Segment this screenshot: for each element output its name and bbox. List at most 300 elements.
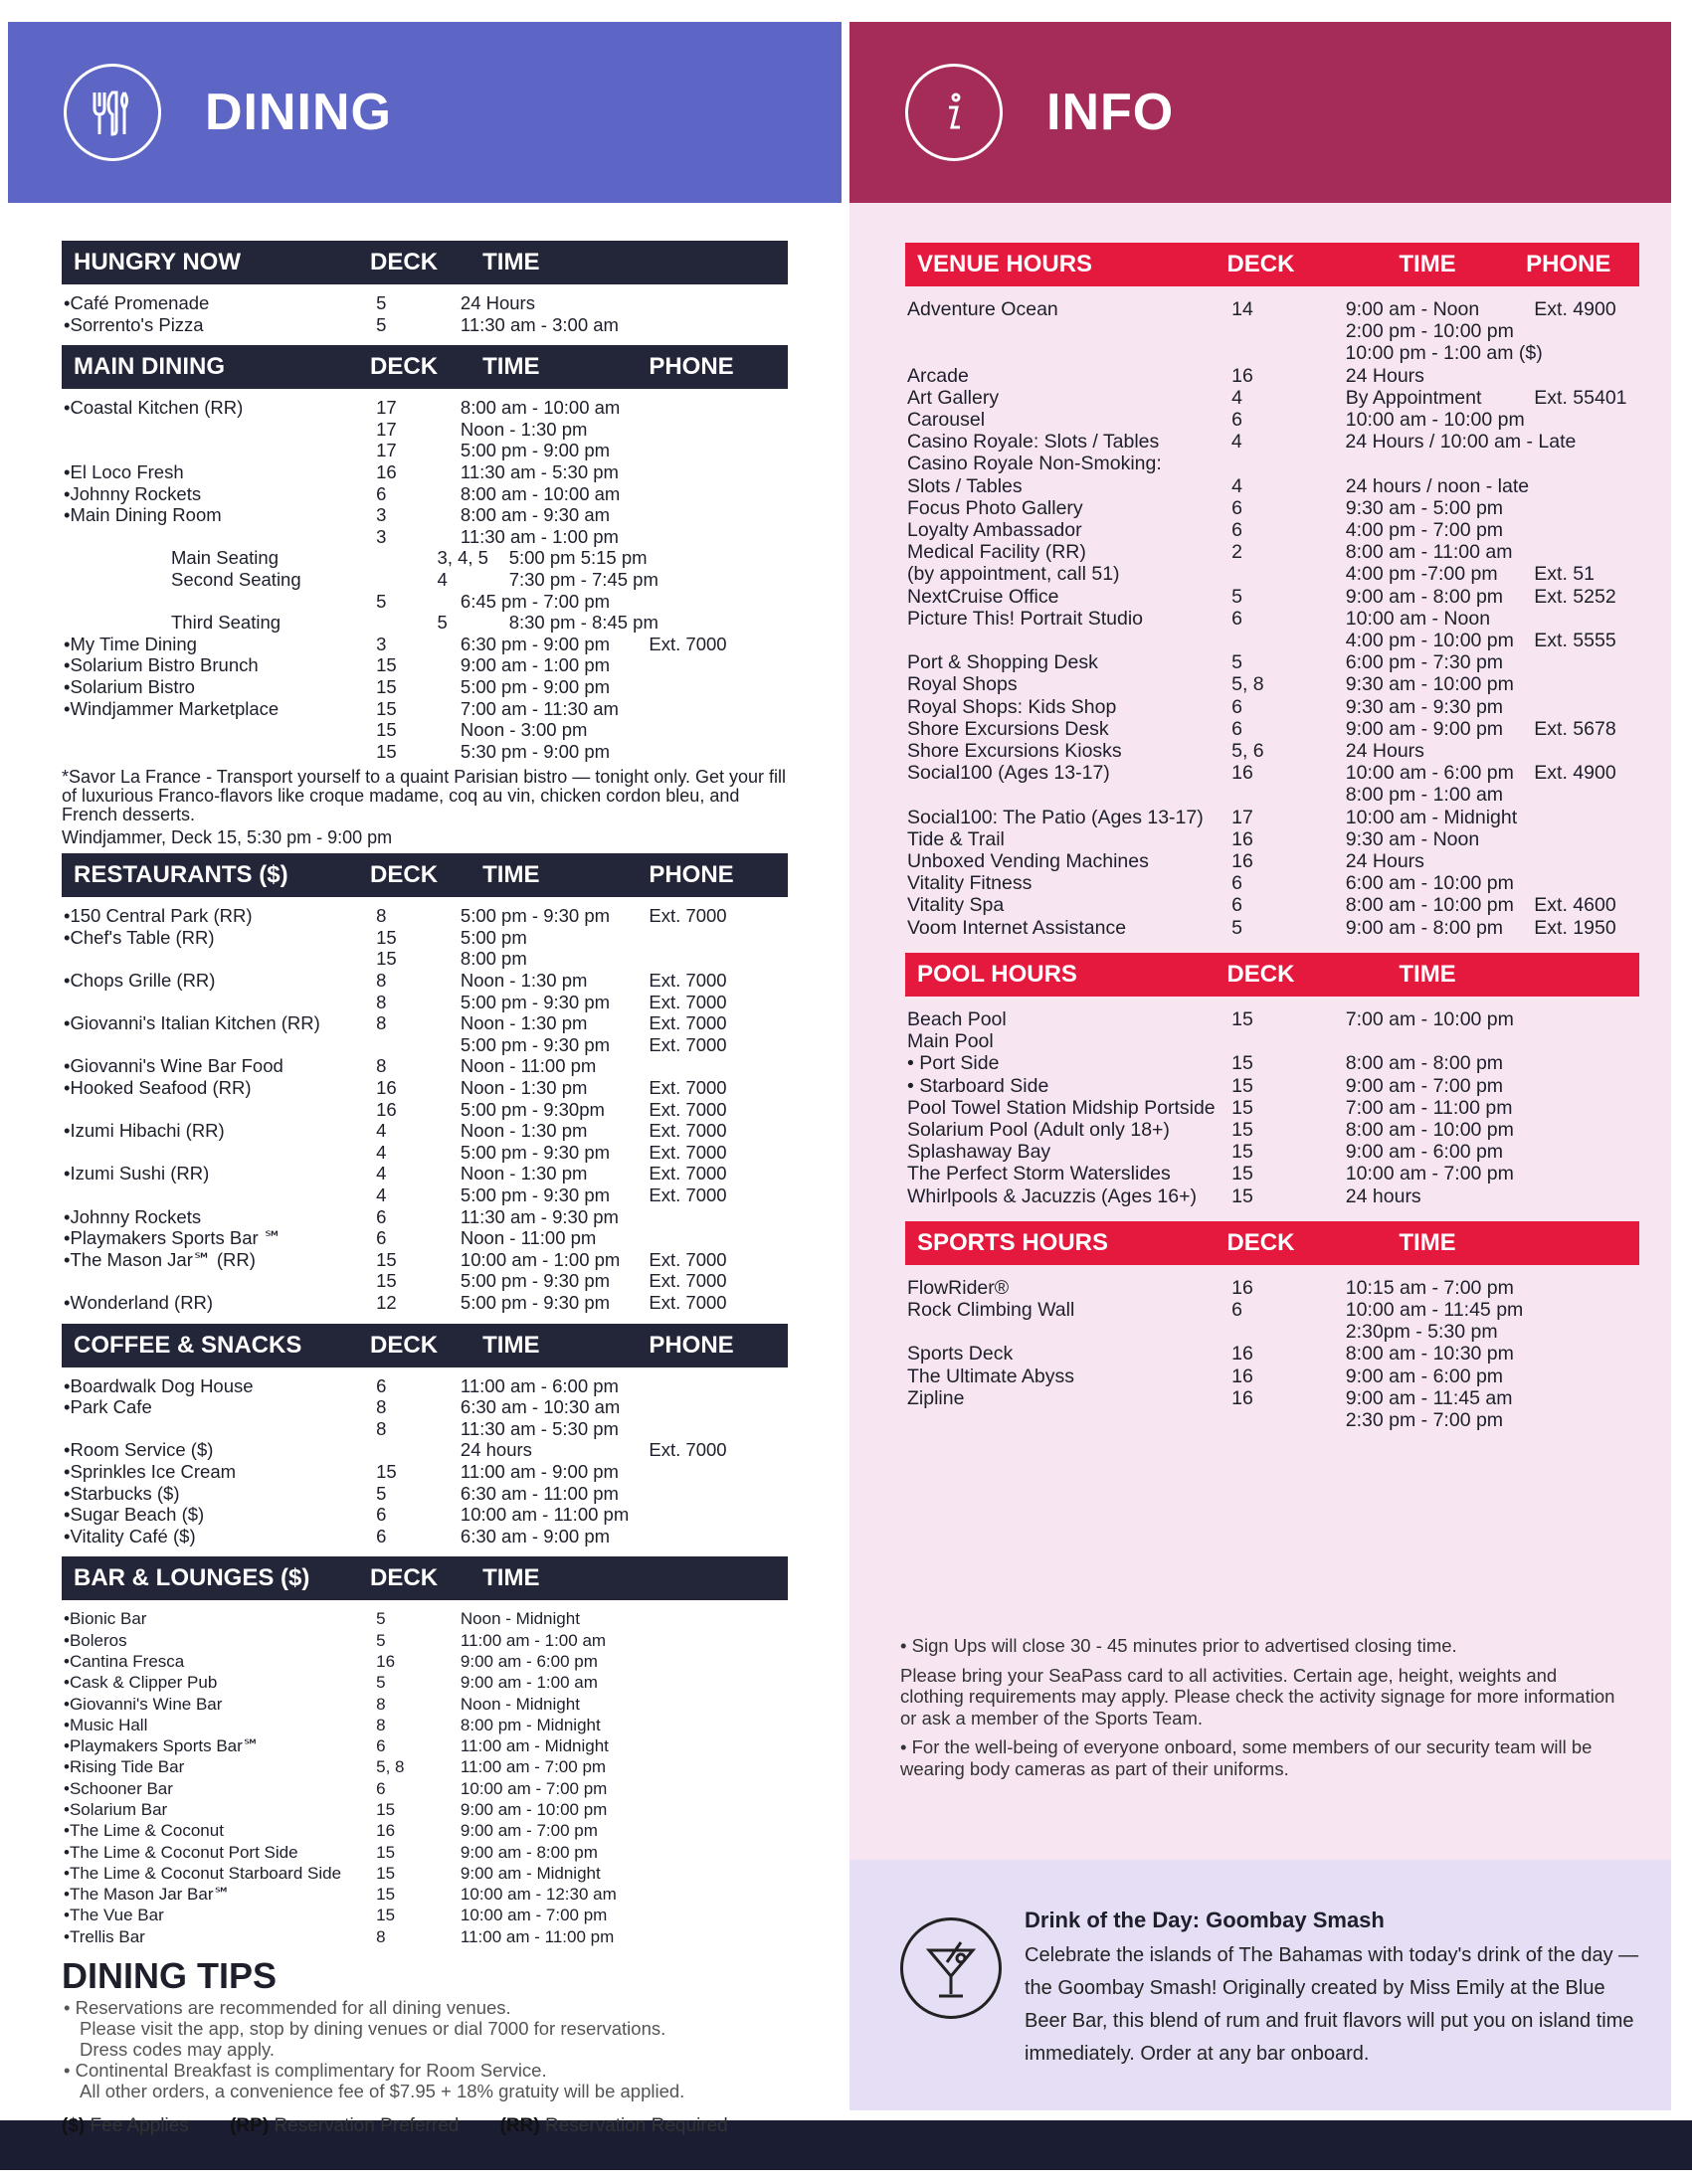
table-row	[62, 440, 788, 461]
phone-ext	[649, 1672, 788, 1693]
deck-number	[1231, 320, 1346, 342]
venue-name: Slots / Tables	[907, 474, 1023, 497]
phone-ext	[649, 1715, 788, 1735]
venue-name: •Main Dining Room	[64, 504, 222, 526]
hours: Noon - Midnight	[460, 1694, 580, 1714]
phone-ext: Ext. 4900	[1534, 762, 1616, 785]
table-row	[62, 1142, 788, 1164]
venue-name: Shore Excursions Kiosks	[907, 740, 1122, 763]
venue-name: •Vitality Café ($)	[64, 1525, 196, 1547]
venue-name: Whirlpools & Jacuzzis (Ages 16+)	[907, 1184, 1197, 1207]
table-row	[62, 1756, 788, 1777]
hours: 8:00 am - 10:30 pm	[1345, 1343, 1514, 1365]
hours: 24 Hours	[1345, 740, 1424, 763]
deck-number: 3, 4, 5	[437, 547, 488, 569]
deck-number: 14	[1231, 298, 1253, 320]
venue-name: •Johnny Rockets	[64, 1205, 202, 1227]
hours: 6:00 pm - 7:30 pm	[1345, 651, 1504, 674]
venue-name: Royal Shops: Kids Shop	[907, 695, 1117, 718]
phone-ext	[1534, 1387, 1639, 1409]
phone-ext	[669, 569, 788, 591]
phone-ext	[649, 741, 788, 763]
venue-name: Shore Excursions Desk	[907, 717, 1109, 740]
hours	[1346, 1030, 1534, 1052]
hours: 24 Hours	[460, 292, 535, 313]
deck-number: 15	[376, 740, 397, 762]
hours: 11:00 am - 1:00 am	[460, 1630, 607, 1650]
table-row	[62, 1504, 788, 1526]
venue-name: •Park Cafe	[64, 1396, 152, 1418]
hours: 9:00 am - 11:45 am	[1345, 1386, 1513, 1409]
venue-name: FlowRider®	[907, 1276, 1010, 1299]
hours: 5:30 pm - 9:00 pm	[460, 740, 611, 762]
phone-ext	[649, 1461, 788, 1483]
section-header	[905, 243, 1639, 286]
venue-name: •Solarium Bistro	[64, 675, 195, 697]
deck-number	[1231, 1030, 1346, 1052]
hours: 10:00 am - 11:00 pm	[460, 1504, 630, 1526]
hours: 7:00 am - 10:00 pm	[1345, 1007, 1514, 1030]
venue-name: •Solarium Bar	[64, 1799, 168, 1819]
phone-ext	[649, 1206, 788, 1228]
venue-name: Zipline	[907, 1386, 965, 1409]
table-row	[905, 1299, 1639, 1321]
hours: 8:00 am - 8:00 pm	[1345, 1052, 1504, 1075]
deck-number: 6	[1231, 607, 1242, 630]
table-row	[905, 586, 1639, 608]
table-row	[62, 1863, 788, 1884]
venue-name: •The Lime & Coconut	[64, 1821, 224, 1841]
hours: 2:00 pm - 10:00 pm	[1345, 320, 1514, 343]
venue-name: Second Seating	[171, 568, 301, 590]
table-row	[62, 526, 788, 548]
section-header	[62, 345, 788, 389]
deck-number: 8	[376, 991, 387, 1012]
table-row	[905, 320, 1639, 342]
hours: 9:30 am - 5:00 pm	[1345, 496, 1504, 519]
deck-number: 16	[376, 1077, 397, 1099]
deck-number: 3	[376, 504, 387, 526]
hours: 10:00 am - 6:00 pm	[1345, 762, 1514, 785]
venue-name	[62, 1034, 376, 1056]
hours: 8:30 pm - 8:45 pm	[508, 612, 658, 634]
deck-number: 15	[376, 1885, 396, 1905]
drink-description: Celebrate the islands of The Bahamas with today's drink of the day — the Goombay Smash! Originally created by Miss Emily at the Blue Beer Bar, this blend of rum and fruit flavors will put you on island time immediately. Order at any bar onboard.	[1025, 1944, 1639, 2065]
dining-tip: • Reservations are recommended for all dining venues.	[64, 1997, 511, 2019]
venue-name: Social100 (Ages 13-17)	[907, 762, 1110, 785]
deck-number	[376, 1439, 461, 1461]
venue-name	[62, 1418, 376, 1440]
hours: 10:00 am - 1:00 pm	[460, 1248, 621, 1270]
deck-header: DECK	[1226, 1228, 1295, 1256]
deck-number: 15	[376, 1799, 396, 1819]
table-row	[62, 1227, 788, 1249]
deck-number: 6	[376, 1778, 386, 1798]
table-row	[62, 1375, 788, 1397]
venue-name: •Chops Grille (RR)	[64, 970, 216, 992]
hours: 2:30pm - 5:30 pm	[1345, 1321, 1498, 1344]
deck-number: 12	[376, 1291, 397, 1313]
bars-section	[62, 1556, 788, 1951]
deck-number: 8	[376, 1055, 387, 1077]
deck-number: 4	[1230, 431, 1242, 454]
deck-number: 4	[376, 1184, 387, 1205]
deck-number: 16	[1231, 850, 1253, 873]
phone-ext: Ext. 7000	[649, 1012, 727, 1034]
deck-number	[1231, 1321, 1346, 1343]
phone-ext	[649, 1630, 788, 1651]
venue-name	[62, 992, 376, 1013]
phone-ext: Ext. 7000	[649, 1033, 727, 1055]
table-row	[905, 673, 1639, 695]
deck-number: 15	[376, 926, 397, 948]
phone-ext	[1534, 1185, 1639, 1207]
deck-number: 16	[376, 1098, 397, 1120]
deck-number: 16	[1231, 1276, 1253, 1299]
deck-number: 15	[1231, 1118, 1253, 1141]
venue-name: •Playmakers Sports Bar ℠	[64, 1227, 282, 1249]
venue-name: Beach Pool	[907, 1007, 1007, 1030]
venue-name: Vitality Spa	[907, 894, 1005, 917]
table-row	[62, 1099, 788, 1121]
phone-ext	[1534, 1030, 1639, 1052]
venue-name: Carousel	[907, 409, 986, 432]
table-row	[62, 992, 788, 1013]
venue-name: •Rising Tide Bar	[64, 1757, 185, 1777]
phone-ext	[1534, 673, 1639, 695]
venue-name	[62, 591, 376, 613]
hours: 5:00 pm - 9:30 pm	[460, 991, 611, 1012]
venue-name	[905, 342, 1231, 364]
phone-ext	[1534, 1097, 1639, 1119]
hours: 11:00 am - 6:00 pm	[460, 1374, 619, 1396]
venue-name: •El Loco Fresh	[64, 460, 184, 482]
hours: 5:00 pm 5:15 pm	[508, 547, 648, 569]
deck-number: 5	[376, 1609, 386, 1629]
hours: 9:00 am - Midnight	[460, 1863, 601, 1883]
deck-number: 6	[376, 1374, 387, 1396]
phone-ext: Ext. 7000	[649, 905, 727, 927]
phone-ext	[1534, 828, 1639, 850]
hours: 7:00 am - 11:00 pm	[1345, 1096, 1513, 1119]
table-row	[905, 1365, 1639, 1387]
savor-note: *Savor La France - Transport yourself to a quaint Parisian bistro — tonight only. Get your fill of luxurious Franco-flavors like croque madame, coq au vin, chicken cordon bleu, and French desserts.	[62, 767, 787, 825]
dining-tip: • Continental Breakfast is complimentary for Room Service.	[64, 2060, 547, 2082]
deck-number: 6	[1231, 894, 1242, 917]
venue-name	[905, 320, 1231, 342]
hours: 5:00 pm	[460, 926, 527, 948]
deck-number: 5	[376, 1630, 386, 1650]
table-row	[62, 1034, 788, 1056]
hours: Noon - Midnight	[460, 1609, 580, 1629]
venue-name	[905, 784, 1231, 806]
venue-name	[62, 1142, 376, 1164]
hours: 8:00 pm - Midnight	[460, 1715, 601, 1734]
table-row	[905, 1409, 1639, 1431]
section-header	[62, 853, 788, 897]
hours: Noon - 1:30 pm	[460, 418, 588, 440]
venue-name: •150 Central Park (RR)	[64, 905, 253, 927]
legend-preferred: (RP) Reservation Preferred	[230, 2115, 460, 2137]
phone-ext	[649, 1926, 788, 1947]
hours: 8:00 pm - 1:00 am	[1345, 784, 1504, 807]
deck-number	[1231, 453, 1346, 474]
phone-ext	[649, 1608, 788, 1629]
deck-number: 16	[1231, 827, 1253, 850]
utensils-icon	[64, 64, 161, 161]
section-title: HUNGRY NOW	[74, 249, 241, 275]
venue-name: • Starboard Side	[907, 1074, 1049, 1097]
legend	[62, 2115, 788, 2137]
phone-ext	[1534, 1119, 1639, 1141]
venue-name: •The Mason Jar Bar℠	[64, 1885, 231, 1905]
deck-number: 8	[376, 970, 387, 992]
phone-ext	[1534, 541, 1639, 563]
hours: Noon - 1:30 pm	[460, 1163, 588, 1184]
venue-name	[62, 440, 376, 461]
deck-number: 15	[1231, 1074, 1253, 1097]
deck-number	[1231, 1409, 1346, 1431]
table-row	[905, 894, 1639, 916]
hours: 7:30 pm - 7:45 pm	[508, 568, 658, 590]
venue-name	[62, 419, 376, 441]
venue-name: Splashaway Bay	[907, 1141, 1051, 1164]
phone-ext	[649, 1778, 788, 1799]
table-row	[905, 718, 1639, 740]
table-row	[62, 1884, 788, 1905]
section-header	[62, 1556, 788, 1600]
hours: Noon - 11:00 pm	[460, 1227, 597, 1249]
phone-ext	[1534, 342, 1639, 364]
venue-name: Royal Shops	[907, 673, 1018, 696]
venue-name: •Café Promenade	[64, 292, 210, 313]
venue-name	[62, 741, 376, 763]
table-row	[62, 741, 788, 763]
hours: 24 Hours / 10:00 am - Late	[1345, 431, 1577, 454]
legend-fee: ($) Fee Applies	[62, 2115, 189, 2137]
table-row	[62, 1249, 788, 1271]
deck-number: 15	[376, 1906, 396, 1925]
deck-number: 15	[376, 675, 397, 697]
table-row	[62, 292, 788, 314]
venue-name: Pool Towel Station Midship Portside	[907, 1096, 1216, 1119]
drink-title: Drink of the Day: Goombay Smash	[1025, 1908, 1385, 1932]
phone-ext	[1534, 872, 1639, 894]
phone-ext	[649, 440, 788, 461]
phone-ext: Ext. 7000	[649, 1098, 727, 1120]
table-row	[62, 1842, 788, 1863]
deck-number: 5	[376, 590, 387, 612]
hours: 9:00 am - 10:00 pm	[460, 1799, 608, 1819]
hours: 5:00 pm - 9:30pm	[460, 1098, 605, 1120]
venue-name: •My Time Dining	[64, 633, 197, 654]
deck-number: 6	[1231, 695, 1242, 718]
table-row	[905, 784, 1639, 806]
deck-number: 15	[376, 1863, 396, 1883]
deck-number: 15	[1231, 1163, 1253, 1185]
deck-number: 16	[1231, 1365, 1253, 1387]
phone-ext	[1534, 519, 1639, 541]
venue-name: •Schooner Bar	[64, 1778, 173, 1798]
deck-number: 5	[376, 292, 387, 313]
info-column	[905, 235, 1639, 1437]
phone-header: PHONE	[1526, 251, 1611, 277]
table-row	[62, 1184, 788, 1206]
hours: Noon - 1:30 pm	[460, 1012, 588, 1034]
venue-name: Medical Facility (RR)	[907, 541, 1086, 564]
phone-ext: Ext. 7000	[649, 1184, 727, 1205]
deck-number: 8	[376, 1715, 386, 1734]
table-row	[62, 1715, 788, 1735]
deck-number: 15	[1231, 1096, 1253, 1119]
table-row	[905, 630, 1639, 651]
deck-number: 6	[376, 1227, 387, 1249]
hours: 10:00 am - 7:00 pm	[1345, 1163, 1514, 1185]
deck-number: 5	[437, 612, 448, 634]
venue-name	[905, 1409, 1231, 1431]
dining-header	[8, 22, 842, 203]
venue-name: •Windjammer Marketplace	[64, 697, 280, 719]
deck-number: 3	[376, 633, 387, 654]
venue-name: Tide & Trail	[907, 827, 1005, 850]
table-row	[905, 1343, 1639, 1365]
table-row	[62, 970, 788, 992]
table-row	[905, 1185, 1639, 1207]
deck-number: 15	[376, 719, 397, 741]
venue-name	[62, 719, 376, 741]
table-row	[62, 1461, 788, 1483]
venue-name: Picture This! Portrait Studio	[907, 607, 1143, 630]
phone-ext: Ext. 4900	[1534, 298, 1616, 320]
table-row	[62, 905, 788, 927]
venue-name: NextCruise Office	[907, 585, 1059, 608]
deck-number: 15	[1231, 1184, 1253, 1207]
hours: 9:00 am - 7:00 pm	[1345, 1074, 1504, 1097]
venue-name: • Port Side	[907, 1052, 1000, 1075]
phone-ext	[649, 397, 788, 419]
hours: 10:00 am - Midnight	[1345, 806, 1518, 828]
venue-name: •Cantina Fresca	[64, 1651, 185, 1671]
deck-number: 15	[376, 1460, 397, 1482]
phone-ext: Ext. 7000	[649, 1291, 727, 1313]
deck-number: 17	[376, 397, 397, 419]
hours: 8:00 am - 9:30 am	[460, 504, 611, 526]
phone-ext	[649, 676, 788, 698]
hours: 9:00 am - 8:00 pm	[1345, 585, 1504, 608]
phone-ext: Ext. 1950	[1534, 916, 1616, 939]
hours: 8:00 am - 11:00 am	[1345, 541, 1513, 564]
phone-header: PHONE	[649, 1331, 734, 1359]
venue-name	[62, 1184, 376, 1206]
hours: Noon - 3:00 pm	[460, 719, 588, 741]
hours: 6:30 pm - 9:00 pm	[460, 633, 611, 654]
phone-ext	[1534, 1008, 1639, 1030]
phone-ext	[649, 483, 788, 505]
phone-ext	[649, 698, 788, 720]
coffee-snacks-section	[62, 1324, 788, 1551]
phone-ext	[1534, 1343, 1639, 1365]
phone-ext	[1534, 475, 1639, 497]
deck-number: 6	[1231, 409, 1242, 432]
table-row	[905, 651, 1639, 673]
phone-ext	[649, 292, 788, 314]
deck-number: 15	[376, 1270, 397, 1292]
venue-name: •Giovanni's Wine Bar Food	[64, 1055, 283, 1077]
deck-number: 15	[1231, 1052, 1253, 1075]
table-row	[905, 1119, 1639, 1141]
deck-header: DECK	[370, 1331, 439, 1359]
deck-number: 17	[1231, 806, 1253, 828]
table-row	[905, 807, 1639, 828]
hours: 5:00 pm - 9:30 pm	[460, 905, 611, 927]
deck-number: 17	[376, 440, 397, 461]
main-dining-section	[62, 345, 788, 766]
venue-name	[62, 1270, 376, 1292]
deck-number: 4	[1231, 474, 1242, 497]
phone-ext	[649, 419, 788, 441]
table-row	[62, 1630, 788, 1651]
deck-number: 15	[376, 697, 397, 719]
hours: 11:30 am - 5:30 pm	[460, 1417, 619, 1439]
phone-ext	[649, 1418, 788, 1440]
table-row	[905, 1097, 1639, 1119]
venue-name: Third Seating	[171, 612, 282, 634]
phone-ext	[649, 1526, 788, 1547]
phone-header: PHONE	[649, 353, 734, 381]
phone-ext	[649, 948, 788, 970]
table-row	[905, 1030, 1639, 1052]
venue-name	[62, 526, 376, 548]
hours: 8:00 am - 10:00 pm	[1345, 894, 1514, 917]
table-row	[62, 1055, 788, 1077]
deck-number	[1231, 342, 1346, 364]
time-header: TIME	[1399, 251, 1456, 277]
venue-name: Main Pool	[907, 1030, 994, 1053]
venue-name	[62, 1099, 376, 1121]
hours: 24 Hours	[1345, 364, 1424, 387]
table-row	[905, 409, 1639, 431]
phone-ext	[1534, 365, 1639, 387]
hours: 4:00 pm -7:00 pm	[1345, 563, 1498, 586]
venue-name: •Sorrento's Pizza	[64, 313, 204, 335]
table-row	[905, 740, 1639, 762]
hours: 9:00 am - 6:00 pm	[460, 1651, 598, 1671]
legend-required: (RR) Reservation Required	[499, 2115, 728, 2137]
phone-ext	[1534, 1052, 1639, 1074]
dining-title: DINING	[205, 84, 392, 141]
time-header: TIME	[482, 353, 540, 381]
hours: 11:00 am - 7:00 pm	[460, 1757, 607, 1777]
phone-ext	[1534, 453, 1639, 474]
phone-ext: Ext. 7000	[649, 1439, 727, 1461]
phone-ext	[649, 504, 788, 526]
security-note: • For the well-being of everyone onboard, some members of our security team will be wearing body cameras as part of their uniforms.	[900, 1736, 1593, 1779]
venue-name: Main Seating	[171, 547, 279, 569]
hours: 10:00 am - 7:00 pm	[460, 1906, 608, 1925]
cocktail-icon	[900, 1917, 1002, 2019]
phone-ext	[1534, 651, 1639, 673]
phone-ext: Ext. 7000	[649, 633, 727, 654]
hours: 9:00 am - 1:00 am	[460, 1673, 598, 1693]
hours: 10:00 am - 11:45 pm	[1345, 1298, 1524, 1321]
deck-number: 8	[376, 1417, 387, 1439]
venue-name: Casino Royale: Slots / Tables	[907, 431, 1160, 454]
table-row	[905, 1052, 1639, 1074]
table-row	[62, 1163, 788, 1184]
table-row	[905, 608, 1639, 630]
table-row	[905, 828, 1639, 850]
phone-ext	[649, 526, 788, 548]
